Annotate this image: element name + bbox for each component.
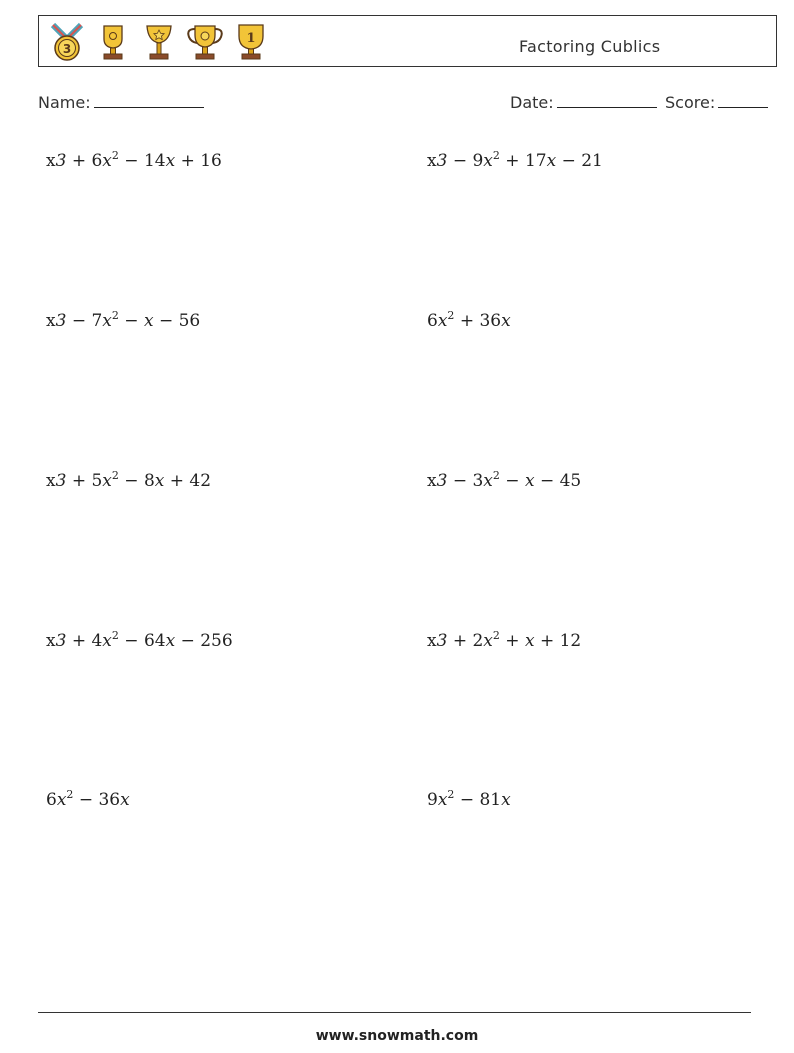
problem-8 <box>427 631 581 651</box>
term-coefficient: − 81 <box>454 790 502 810</box>
term-coefficient: − <box>118 311 144 331</box>
term-coefficient: − 7 <box>66 311 103 331</box>
term-variable: x <box>483 151 493 171</box>
term-exponent: 2 <box>111 469 119 482</box>
term-exponent: 2 <box>492 469 500 482</box>
term-coefficient: x <box>427 631 437 651</box>
footer-divider <box>38 1012 751 1013</box>
problem-4 <box>427 311 511 331</box>
trophy-handles-icon <box>182 21 228 63</box>
term-variable: x <box>501 790 511 810</box>
term-exponent: 2 <box>447 309 455 322</box>
term-coefficient: 6 <box>46 790 57 810</box>
problem-6 <box>427 471 581 491</box>
score-blank[interactable] <box>718 93 768 108</box>
trophy-star-icon <box>136 21 182 63</box>
term-coefficient: + 4 <box>66 631 103 651</box>
score-field <box>665 93 768 112</box>
term-variable: x <box>143 311 154 331</box>
svg-text:1: 1 <box>246 31 256 46</box>
term-coefficient: − 9 <box>447 151 484 171</box>
term-coefficient: x <box>427 151 437 171</box>
term-coefficient: + 2 <box>447 631 484 651</box>
medal-3-icon <box>44 21 90 63</box>
award-icons <box>44 21 274 63</box>
term-variable: x <box>165 631 176 651</box>
term-coefficient: − 45 <box>534 471 582 491</box>
term-variable: x <box>483 471 493 491</box>
term-coefficient: + 16 <box>175 151 222 171</box>
term-variable: x <box>501 311 511 331</box>
term-coefficient: x <box>427 471 437 491</box>
term-coefficient: 9 <box>427 790 438 810</box>
term-exponent: 2 <box>111 149 119 162</box>
name-field <box>38 93 204 112</box>
term-coefficient: + 42 <box>164 471 212 491</box>
score-label: Score: <box>665 93 716 112</box>
name-label: Name: <box>38 93 91 112</box>
term-coefficient: − 36 <box>73 790 121 810</box>
term-coefficient: − 3 <box>447 471 484 491</box>
term-exponent: 2 <box>111 629 119 642</box>
term-variable: x <box>437 790 448 810</box>
term-variable: x <box>154 471 165 491</box>
worksheet-title: Factoring Cublics <box>519 37 661 56</box>
term-variable: 3 <box>55 311 67 331</box>
problem-9 <box>46 790 130 810</box>
term-exponent: 2 <box>492 629 500 642</box>
term-exponent: 2 <box>447 788 455 801</box>
term-variable: x <box>56 790 67 810</box>
term-variable: x <box>546 151 557 171</box>
trophy-cup-icon <box>90 21 136 63</box>
term-variable: 3 <box>55 631 67 651</box>
term-variable: x <box>524 631 535 651</box>
name-blank[interactable] <box>94 93 204 108</box>
term-variable: x <box>102 311 112 331</box>
date-label: Date: <box>510 93 554 112</box>
term-variable: x <box>102 471 112 491</box>
term-variable: x <box>483 631 493 651</box>
term-exponent: 2 <box>66 788 74 801</box>
term-coefficient: + 5 <box>66 471 103 491</box>
term-exponent: 2 <box>492 149 500 162</box>
term-variable: 3 <box>436 631 448 651</box>
term-variable: 3 <box>436 471 448 491</box>
date-field <box>510 93 657 112</box>
term-coefficient: + 36 <box>454 311 502 331</box>
svg-text:3: 3 <box>62 42 72 56</box>
term-coefficient: + 12 <box>534 631 582 651</box>
term-coefficient: 6 <box>427 311 438 331</box>
term-coefficient: − 21 <box>556 151 603 171</box>
term-coefficient: − 14 <box>118 151 166 171</box>
problem-7 <box>46 631 233 651</box>
footer-site: www.snowmath.com <box>315 1028 479 1044</box>
term-variable: x <box>102 151 112 171</box>
term-coefficient: x <box>46 151 56 171</box>
term-variable: x <box>524 471 535 491</box>
term-exponent: 2 <box>111 309 119 322</box>
term-variable: x <box>102 631 112 651</box>
term-variable: 3 <box>55 471 67 491</box>
term-variable: 3 <box>436 151 448 171</box>
problem-1 <box>46 151 222 171</box>
term-coefficient: − <box>499 471 525 491</box>
term-coefficient: + 17 <box>499 151 547 171</box>
term-variable: x <box>437 311 448 331</box>
term-coefficient: − 8 <box>118 471 155 491</box>
term-coefficient: − 56 <box>153 311 201 331</box>
term-coefficient: − 64 <box>118 631 166 651</box>
term-coefficient: − 256 <box>175 631 233 651</box>
term-coefficient: x <box>46 311 56 331</box>
problem-5 <box>46 471 211 491</box>
problem-3 <box>46 311 200 331</box>
problem-2 <box>427 151 603 171</box>
term-coefficient: + 6 <box>66 151 103 171</box>
term-coefficient: x <box>46 471 56 491</box>
date-blank[interactable] <box>557 93 657 108</box>
problem-10 <box>427 790 511 810</box>
trophy-1-icon <box>228 21 274 63</box>
worksheet-header <box>38 15 777 67</box>
term-variable: x <box>120 790 130 810</box>
term-variable: 3 <box>55 151 67 171</box>
term-coefficient: + <box>499 631 525 651</box>
term-coefficient: x <box>46 631 56 651</box>
term-variable: x <box>165 151 176 171</box>
